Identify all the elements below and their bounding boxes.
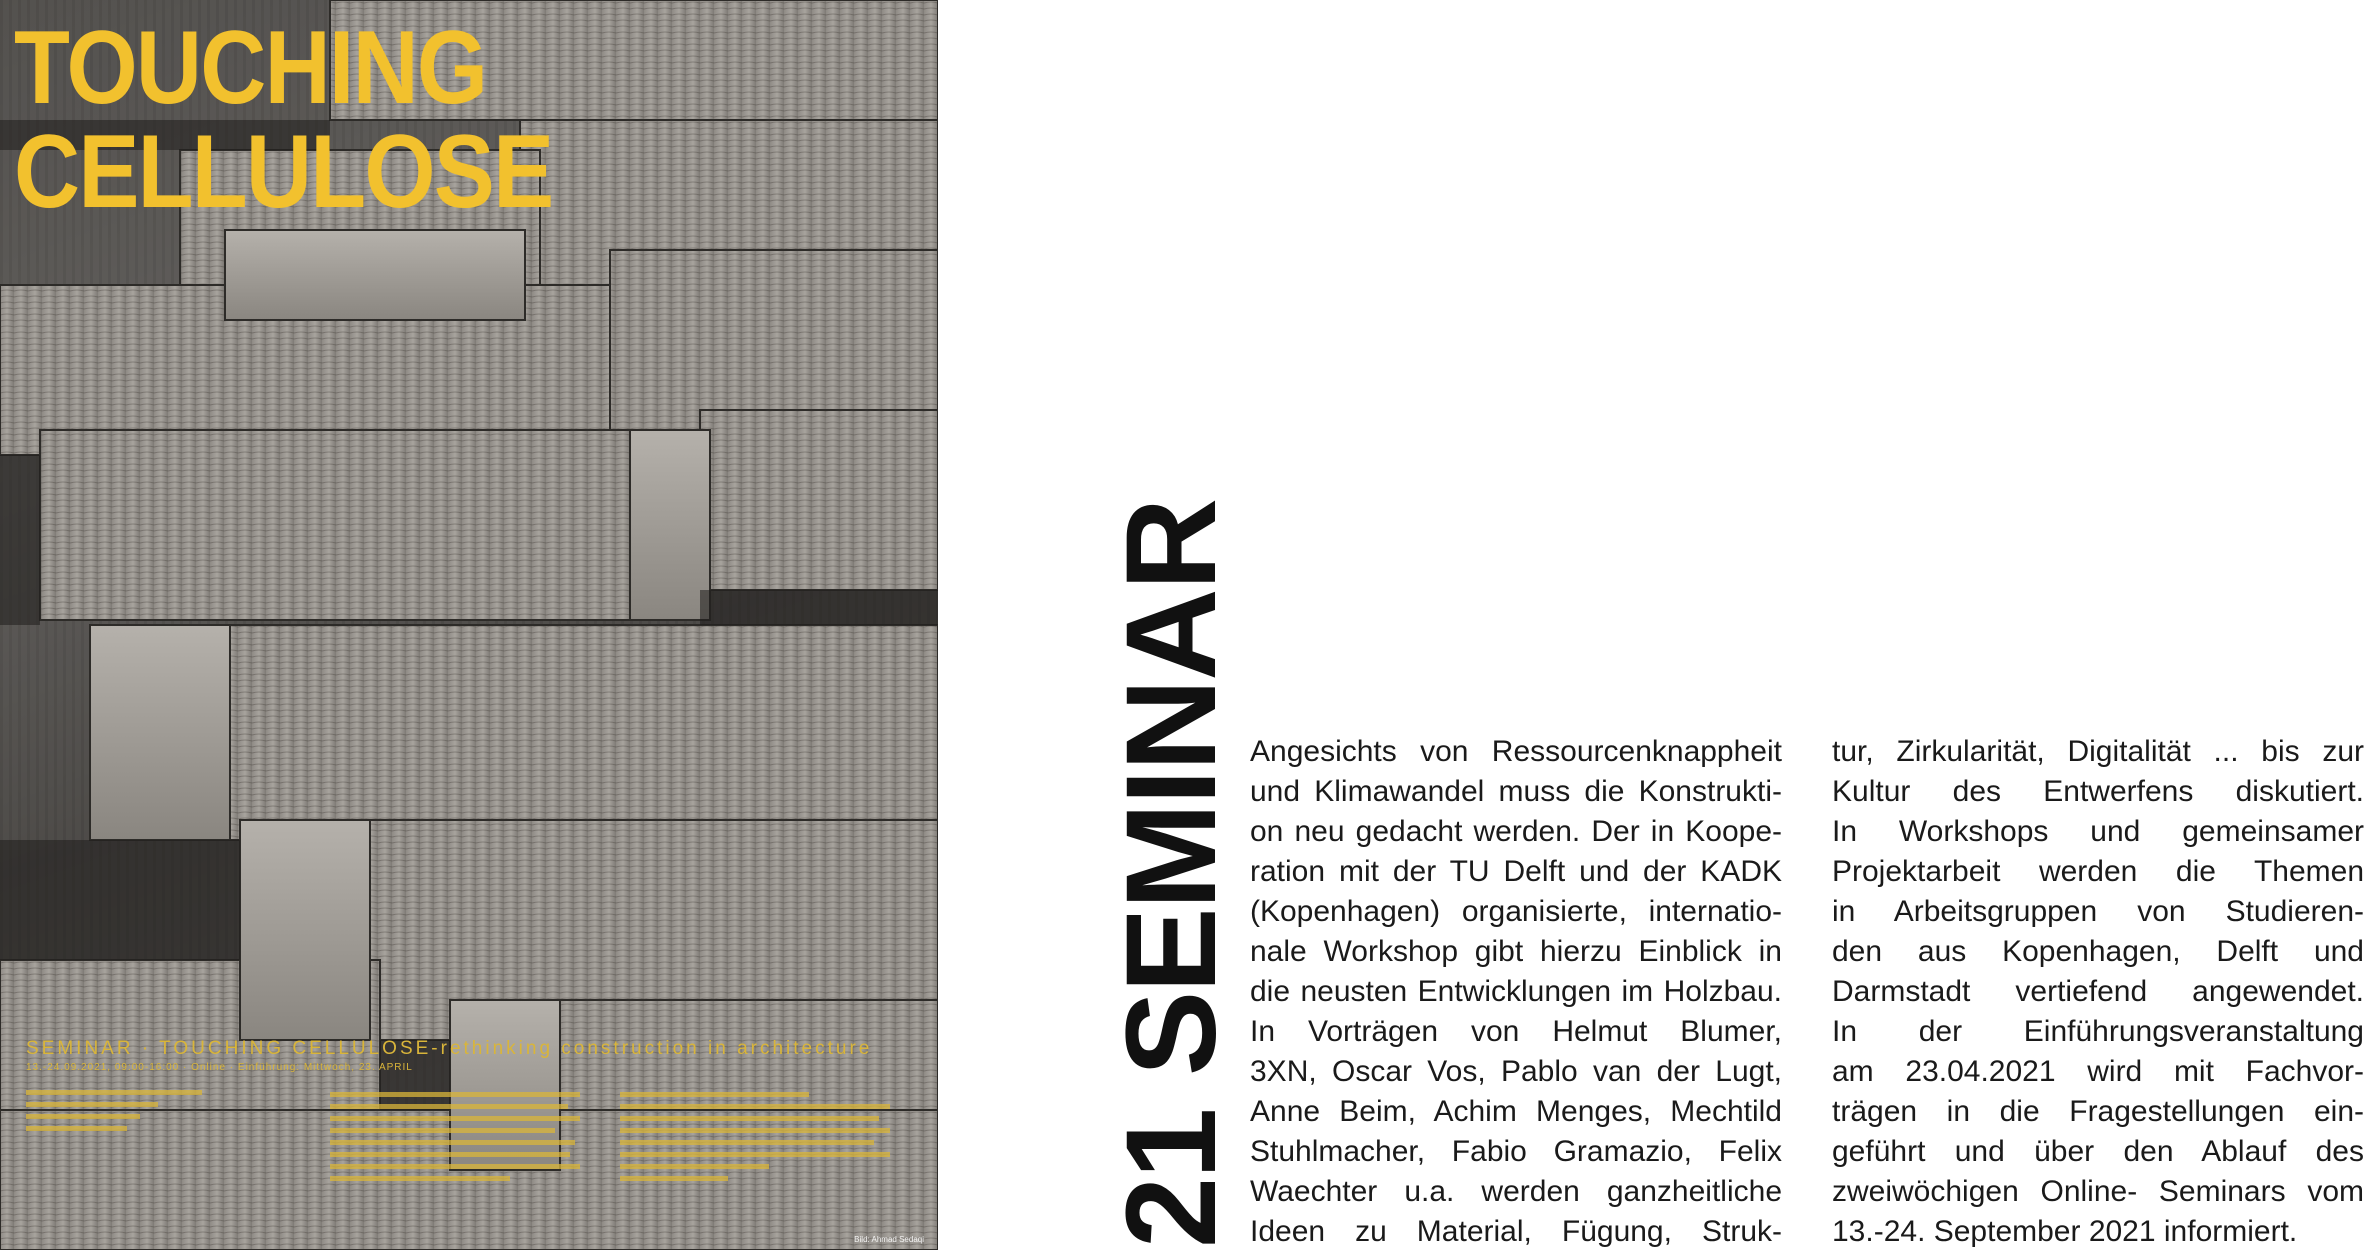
body-text-column-1	[1250, 732, 1782, 1252]
text-line: nale Workshop gibt hierzu Einblick in	[1250, 935, 1782, 968]
text-line: 13.-24. September 2021 informiert.	[1832, 1215, 2298, 1248]
poster-small-text-block	[620, 1092, 890, 1188]
text-line: In der Einführungsveranstaltung	[1832, 1015, 2364, 1048]
text-line: in Arbeitsgruppen von Studieren-	[1832, 895, 2364, 928]
text-line: Angesichts von Ressourcenknappheit	[1250, 735, 1782, 768]
poster-meta: 13.-24.09.2021, 09:00-16:00 · Online · Einführung: Mittwoch, 23. APRIL	[26, 1062, 413, 1073]
text-line: Waechter u.a. werden ganzheitliche	[1250, 1175, 1782, 1208]
text-line: trägen in die Fragestellungen ein-	[1832, 1095, 2364, 1128]
text-line: Kultur des Entwerfens diskutiert.	[1832, 775, 2364, 808]
poster-small-text-block	[330, 1092, 580, 1188]
vertical-heading: 21 SEMINAR	[1100, 499, 1243, 1248]
body-text-column-2	[1832, 732, 2364, 1252]
text-line: ration mit der TU Delft und der KADK	[1250, 855, 1782, 888]
text-line: In Workshops und gemeinsamer	[1832, 815, 2364, 848]
text-line: die neusten Entwicklungen im Holzbau.	[1250, 975, 1782, 1008]
poster-subtitle: SEMINAR · TOUCHING CELLULOSE-rethinking construction in architecture	[26, 1038, 873, 1059]
text-line: 3XN, Oscar Vos, Pablo van der Lugt,	[1250, 1055, 1782, 1088]
poster-title-line-1: TOUCHING	[14, 10, 487, 126]
poster-image	[0, 0, 938, 1250]
text-line: geführt und über den Ablauf des	[1832, 1135, 2364, 1168]
text-line: Anne Beim, Achim Menges, Mechtild	[1250, 1095, 1782, 1128]
text-line: Darmstadt vertiefend angewendet.	[1832, 975, 2364, 1008]
text-line: Stuhlmacher, Fabio Gramazio, Felix	[1250, 1135, 1782, 1168]
text-line: Ideen zu Material, Fügung, Struk-	[1250, 1215, 1782, 1248]
text-line: zweiwöchigen Online- Seminars vom	[1832, 1175, 2364, 1208]
poster-title-line-2: CELLULOSE	[14, 114, 553, 230]
poster-title	[14, 10, 553, 230]
text-line: (Kopenhagen) organisierte, internatio-	[1250, 895, 1782, 928]
text-line: Projektarbeit werden die Themen	[1832, 855, 2364, 888]
text-line: on neu gedacht werden. Der in Koope-	[1250, 815, 1782, 848]
poster-small-text-block	[26, 1090, 246, 1138]
text-line: am 23.04.2021 wird mit Fachvor-	[1832, 1055, 2364, 1088]
photo-credit: Bild: Ahmad Sedaqi	[854, 1235, 924, 1244]
text-line: In Vorträgen von Helmut Blumer,	[1250, 1015, 1782, 1048]
text-line: den aus Kopenhagen, Delft und	[1832, 935, 2364, 968]
text-line: tur, Zirkularität, Digitalität ... bis zur	[1832, 735, 2364, 768]
text-line: und Klimawandel muss die Konstrukti-	[1250, 775, 1782, 808]
